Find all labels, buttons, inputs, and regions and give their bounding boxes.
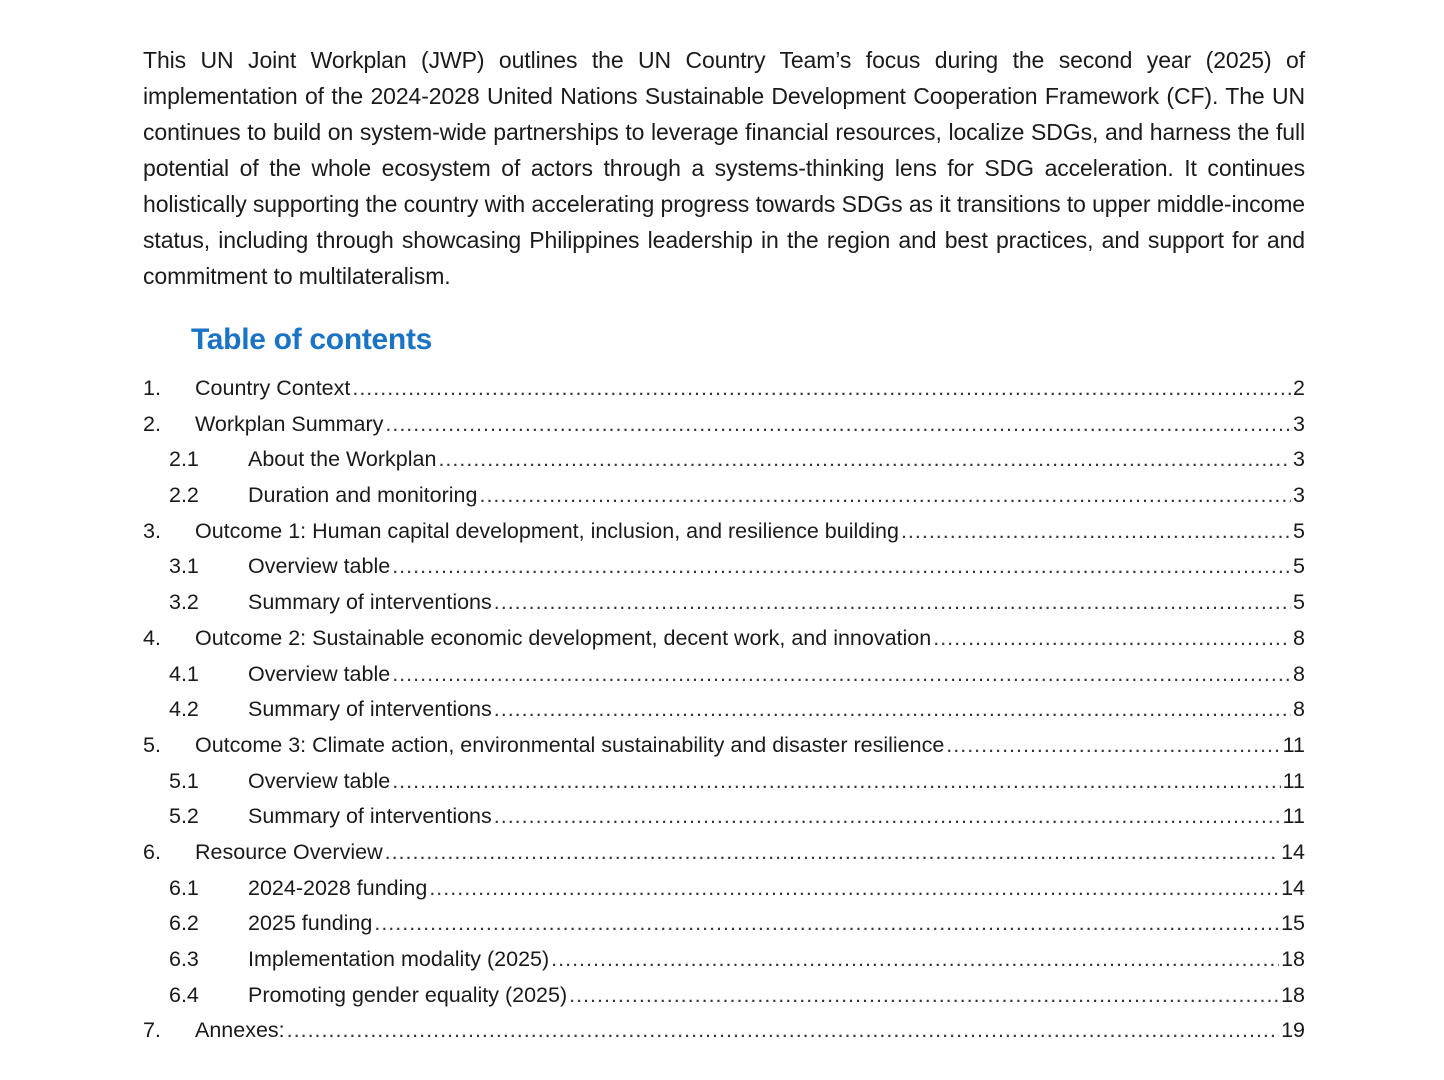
toc-entry-page-number[interactable]: 18 <box>1281 982 1305 1007</box>
toc-entry-number: 6.3 <box>169 947 199 971</box>
toc-entry-page-number[interactable]: 5 <box>1293 554 1305 579</box>
toc-entry-number: 5.1 <box>169 768 199 793</box>
toc-entry-title[interactable]: Outcome 2: Sustainable economic development, decent work, and innovation <box>195 625 932 650</box>
toc-entry-number: 2. <box>143 411 161 436</box>
toc-dot-leader <box>429 871 1279 907</box>
toc-entry-number: 4.1 <box>169 661 199 686</box>
toc-entry[interactable] <box>143 728 1305 764</box>
document-page <box>143 42 1305 1049</box>
toc-entry-number: 5.2 <box>169 804 199 829</box>
toc-dot-leader <box>494 585 1291 621</box>
toc-entry[interactable] <box>143 407 1305 443</box>
toc-entry-title[interactable]: Overview table <box>248 768 391 793</box>
toc-entry[interactable] <box>143 1013 1305 1049</box>
toc-entry-page-number[interactable]: 3 <box>1293 483 1305 508</box>
toc-entry[interactable] <box>143 692 1305 728</box>
toc-entry[interactable] <box>143 906 1305 942</box>
toc-entry-title[interactable]: Outcome 1: Human capital development, inclusion, and resilience building <box>195 518 899 543</box>
toc-dot-leader <box>946 728 1280 764</box>
toc-entry-number: 3.2 <box>169 590 199 615</box>
toc-entry-number: 6.1 <box>169 875 199 900</box>
toc-dot-leader <box>374 906 1279 942</box>
toc-entry[interactable] <box>143 585 1305 621</box>
toc-entry-title[interactable]: Overview table <box>248 554 391 579</box>
toc-entry-title[interactable]: Implementation modality (2025) <box>248 947 550 971</box>
toc-entry-title[interactable]: Promoting gender equality (2025) <box>248 982 568 1007</box>
toc-entry-number: 6.4 <box>169 982 199 1007</box>
toc-entry-number: 2.1 <box>169 447 199 472</box>
toc-entry[interactable] <box>143 621 1305 657</box>
toc-entry[interactable] <box>143 871 1305 907</box>
toc-entry-title[interactable]: Outcome 3: Climate action, environmental sustainability and disaster resilience <box>195 732 945 757</box>
toc-entry-page-number[interactable]: 3 <box>1293 411 1305 436</box>
toc-heading: Table of contents <box>191 323 433 356</box>
toc-dot-leader <box>933 621 1291 657</box>
toc-entry-title[interactable]: Workplan Summary <box>195 411 384 436</box>
toc-entry[interactable] <box>143 478 1305 514</box>
toc-entry-number: 6.2 <box>169 911 199 936</box>
toc-entry-title[interactable]: Annexes: <box>195 1018 285 1043</box>
toc-entry-number: 4.2 <box>169 697 199 722</box>
toc-entry[interactable] <box>143 799 1305 835</box>
toc-entry-page-number[interactable]: 5 <box>1293 518 1305 543</box>
toc-entry[interactable] <box>143 371 1305 407</box>
toc-entry-page-number[interactable]: 14 <box>1281 875 1305 900</box>
toc-entry-page-number[interactable]: 2 <box>1293 376 1305 400</box>
toc-entry-page-number[interactable]: 15 <box>1281 911 1305 936</box>
toc-entry[interactable] <box>143 764 1305 800</box>
toc-dot-leader <box>392 764 1280 800</box>
toc-entry-number: 3. <box>143 518 161 543</box>
toc-entry-number: 2.2 <box>169 483 199 508</box>
toc-dot-leader <box>551 942 1279 978</box>
toc-dot-leader <box>392 657 1291 693</box>
toc-entry-title[interactable]: Country Context <box>195 376 351 400</box>
toc-entry[interactable] <box>143 835 1305 871</box>
toc-entry-title[interactable]: Summary of interventions <box>248 804 492 829</box>
toc-dot-leader <box>438 442 1291 478</box>
toc-entry-page-number[interactable]: 8 <box>1293 697 1305 722</box>
toc-entry-page-number[interactable]: 11 <box>1282 732 1305 757</box>
toc-entry-page-number[interactable]: 11 <box>1282 768 1305 793</box>
toc-dot-leader <box>494 692 1291 728</box>
toc-entry-number: 3.1 <box>169 554 199 579</box>
toc-entry-page-number[interactable]: 18 <box>1281 947 1305 971</box>
toc-entry-page-number[interactable]: 14 <box>1281 839 1305 864</box>
toc-entry-title[interactable]: Overview table <box>248 661 391 686</box>
toc-entry-page-number[interactable]: 3 <box>1293 447 1305 472</box>
toc-entry-title[interactable]: 2025 funding <box>248 911 373 936</box>
toc-dot-leader <box>352 371 1291 407</box>
toc-entry[interactable] <box>143 657 1305 693</box>
toc-dot-leader <box>569 978 1279 1014</box>
toc-entry[interactable] <box>143 978 1305 1014</box>
toc-dot-leader <box>392 549 1291 585</box>
toc-dot-leader <box>287 1013 1279 1049</box>
toc-entry[interactable] <box>143 549 1305 585</box>
toc-entry-number: 7. <box>143 1018 161 1043</box>
toc-dot-leader <box>494 799 1281 835</box>
toc-entry-page-number[interactable]: 8 <box>1293 625 1305 650</box>
toc-entry-number: 1. <box>143 376 161 400</box>
toc-dot-leader <box>901 514 1291 550</box>
toc-entry-number: 6. <box>143 839 161 864</box>
toc-entry[interactable] <box>143 514 1305 550</box>
table-of-contents <box>143 371 1305 1049</box>
toc-entry-number: 5. <box>143 732 161 757</box>
toc-dot-leader <box>385 407 1291 443</box>
toc-dot-leader <box>479 478 1291 514</box>
toc-entry-title[interactable]: Summary of interventions <box>248 697 492 722</box>
toc-entry-title[interactable]: 2024-2028 funding <box>248 875 428 900</box>
toc-entry[interactable] <box>143 442 1305 478</box>
toc-entry-page-number[interactable]: 8 <box>1293 661 1305 686</box>
toc-entry[interactable] <box>143 942 1305 978</box>
intro-paragraph: This UN Joint Workplan (JWP) outlines the UN Country Team’s focus during the second year (2025) of implementation of the 2024-2028 United Nations Sustainable Development Cooperation Framework (CF). The UN continues to build on system-wide partnerships to leverage financial resources, localize SDGs, and harness the full potential of the whole ecosystem of actors through a systems-thinking lens for SDG acceleration. It continues holistically supporting the country with accelerating progress towards SDGs as it transitions to upper middle-income status, including through showcasing Philippines leadership in the region and best practices, and support for and commitment to multilateralism. <box>143 47 1305 289</box>
toc-entry-page-number[interactable]: 5 <box>1293 590 1305 615</box>
toc-entry-page-number[interactable]: 11 <box>1282 804 1305 829</box>
toc-entry-title[interactable]: Resource Overview <box>195 839 383 864</box>
toc-entry-page-number[interactable]: 19 <box>1281 1018 1305 1043</box>
toc-entry-title[interactable]: Duration and monitoring <box>248 483 478 508</box>
toc-entry-title[interactable]: Summary of interventions <box>248 590 492 615</box>
toc-dot-leader <box>385 835 1279 871</box>
toc-entry-title[interactable]: About the Workplan <box>248 447 437 472</box>
toc-entry-number: 4. <box>143 625 161 650</box>
